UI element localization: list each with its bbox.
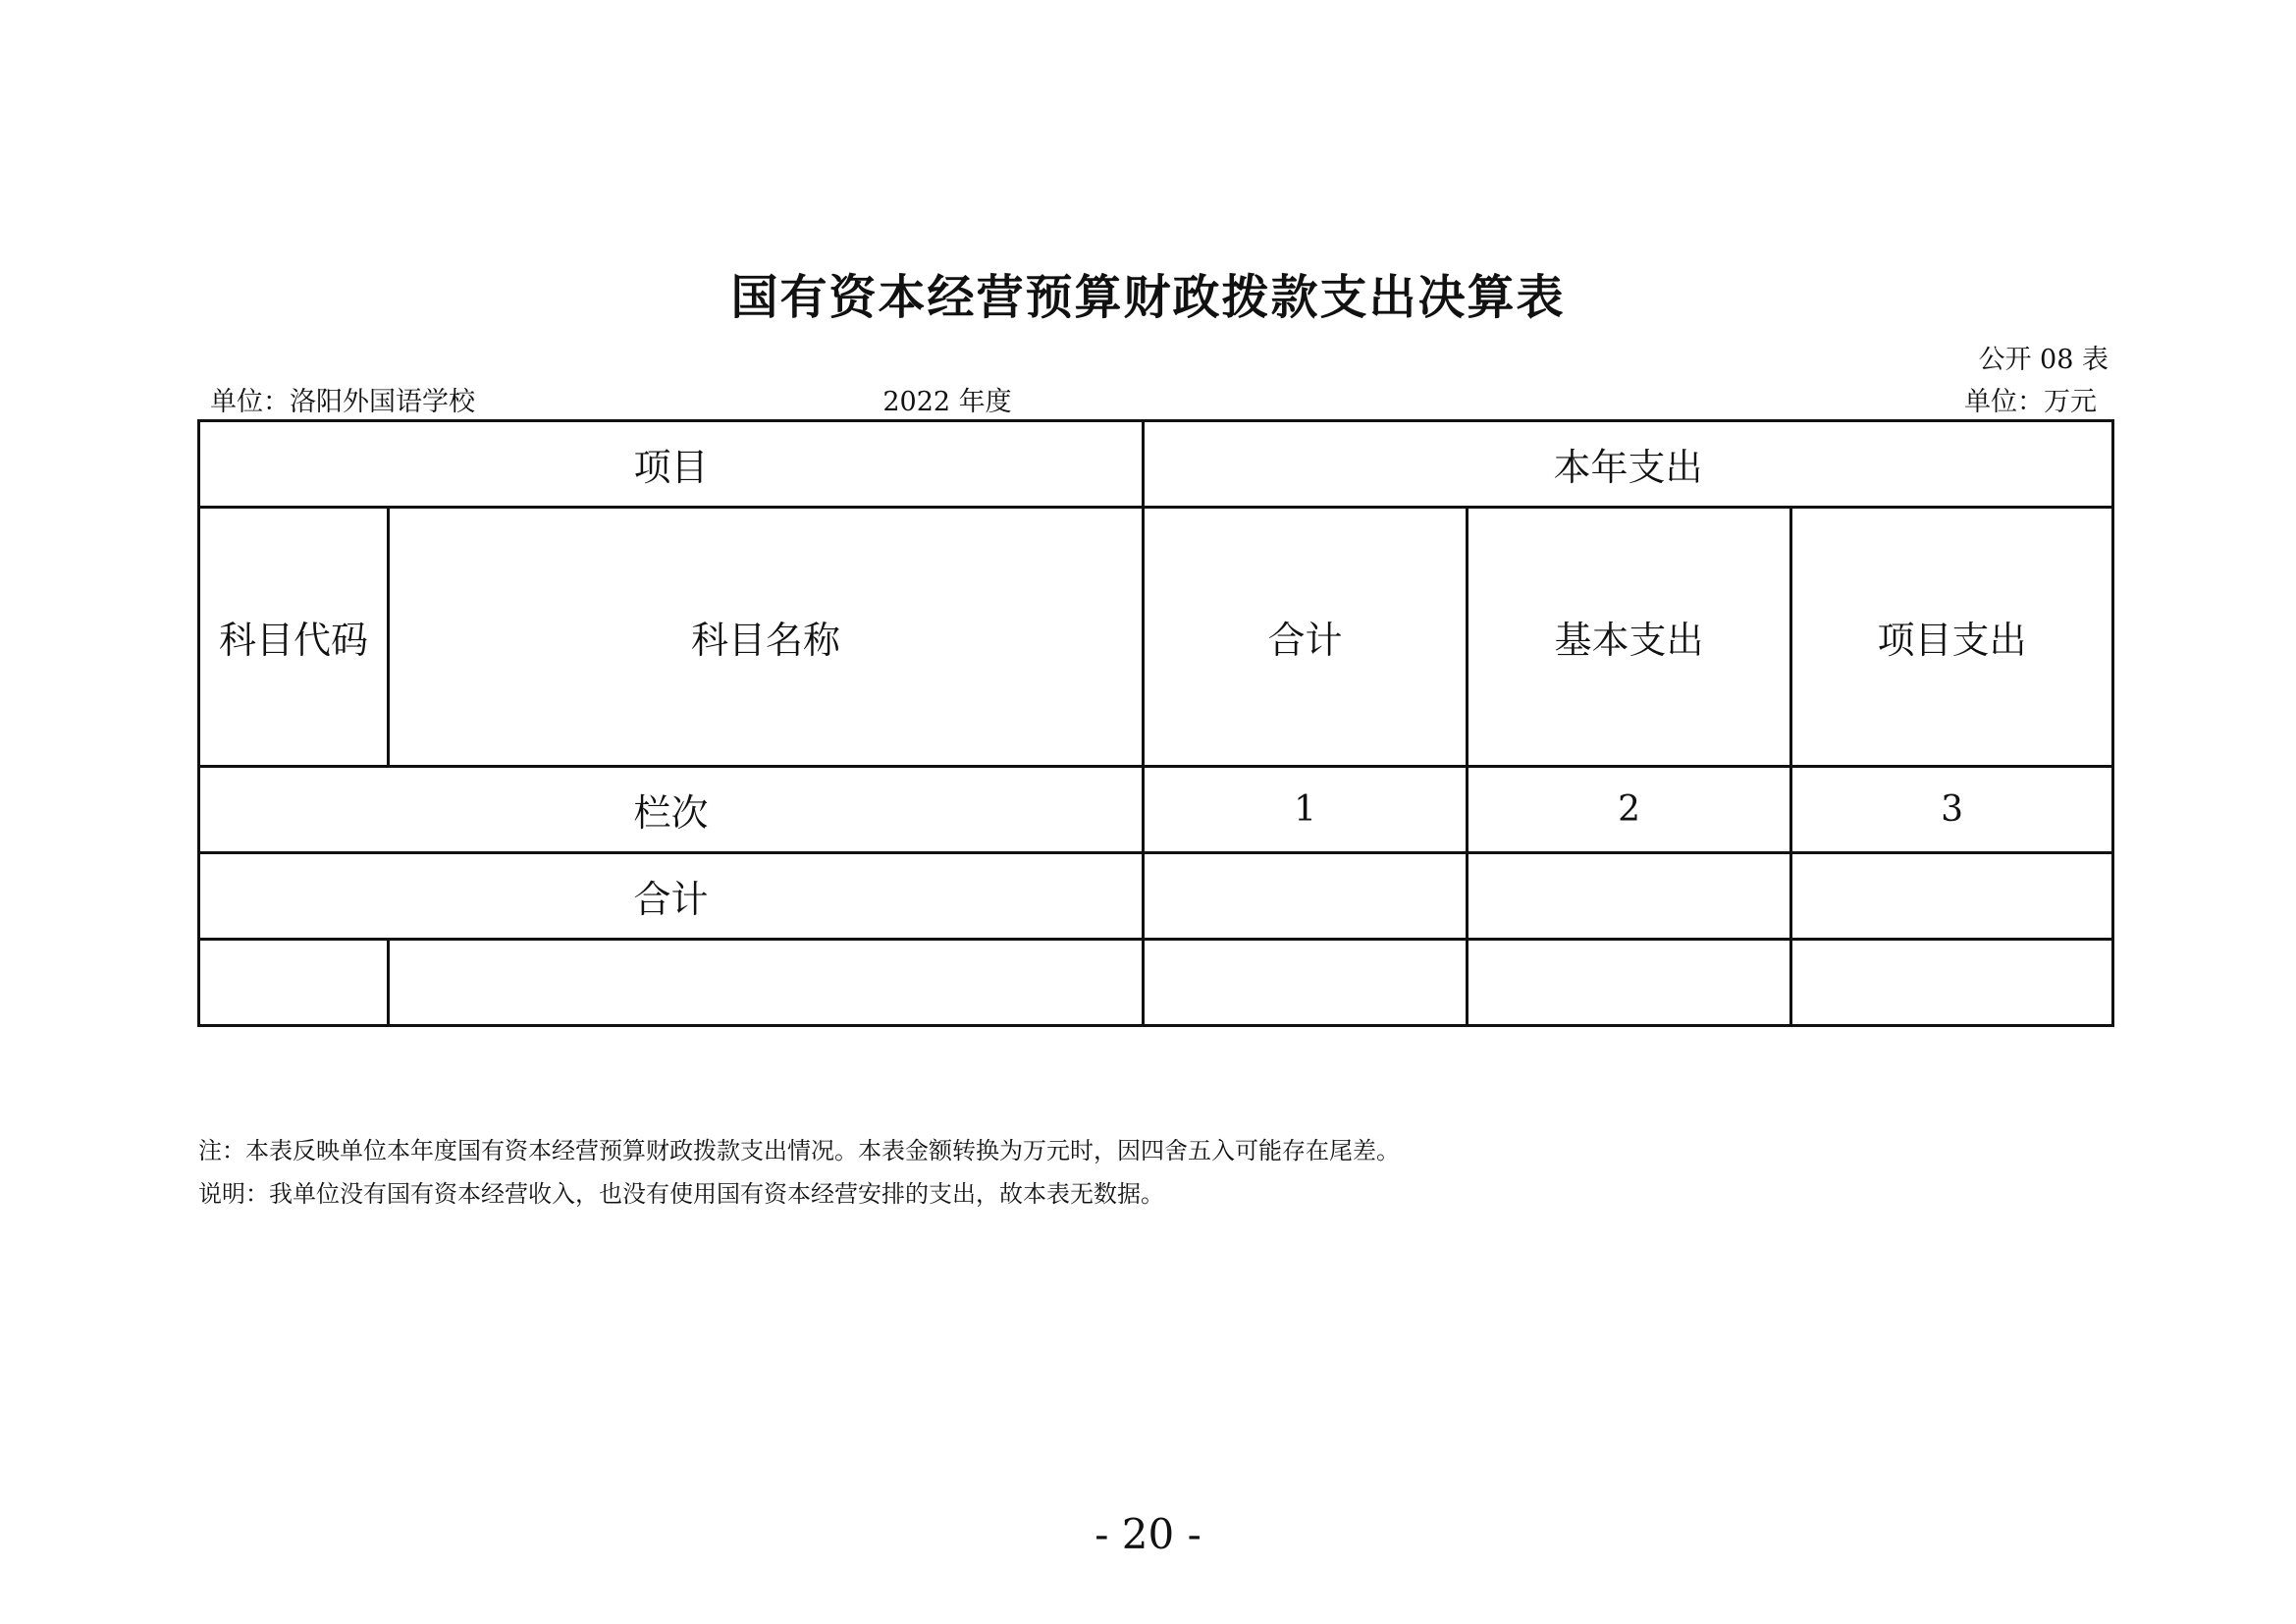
total-value-total [1144,853,1468,940]
column-number-row [199,767,2113,853]
total-row [199,853,2113,940]
table-subheader-row [199,508,2113,767]
currency-unit-label: 单位：万元 [1964,387,2097,417]
header-project: 项目 [199,421,1144,508]
header-basic-expenditure: 基本支出 [1468,508,1791,767]
meta-row [198,380,2109,415]
note-line: 注：本表反映单位本年度国有资本经营预算财政拨款支出情况。本表金额转换为万元时，因四舍五入可能存在尾差。 [198,1137,1400,1164]
data-basic [1468,940,1791,1026]
header-total: 合计 [1144,508,1468,767]
page-title: 国有资本经营预算财政拨款支出决算表 [730,270,1566,325]
total-value-project [1791,853,2113,940]
header-subject-code: 科目代码 [199,508,389,767]
header-subject-name: 科目名称 [389,508,1144,767]
data-project [1791,940,2113,1026]
form-number: 公开 08 表 [1978,345,2109,375]
column-number-label: 栏次 [199,767,1144,853]
organization-label: 单位：洛阳外国语学校 [210,387,475,417]
total-value-basic [1468,853,1791,940]
data-total [1144,940,1468,1026]
table-row [199,940,2113,1026]
header-current-year-expenditure: 本年支出 [1144,421,2113,508]
header-project-expenditure: 项目支出 [1791,508,2113,767]
data-subject-name [389,940,1144,1026]
notes [198,1129,1400,1216]
column-number-1: 1 [1144,767,1468,853]
total-row-label: 合计 [199,853,1144,940]
expenditure-table [197,419,2114,1027]
column-number-3: 3 [1791,767,2113,853]
fiscal-year-label: 2022 年度 [882,387,1012,417]
table-header-row [199,421,2113,508]
page-number: - 20 - [1095,1510,1201,1558]
data-subject-code [199,940,389,1026]
explanation-line: 说明：我单位没有国有资本经营收入，也没有使用国有资本经营安排的支出，故本表无数据。 [198,1180,1164,1208]
column-number-2: 2 [1468,767,1791,853]
